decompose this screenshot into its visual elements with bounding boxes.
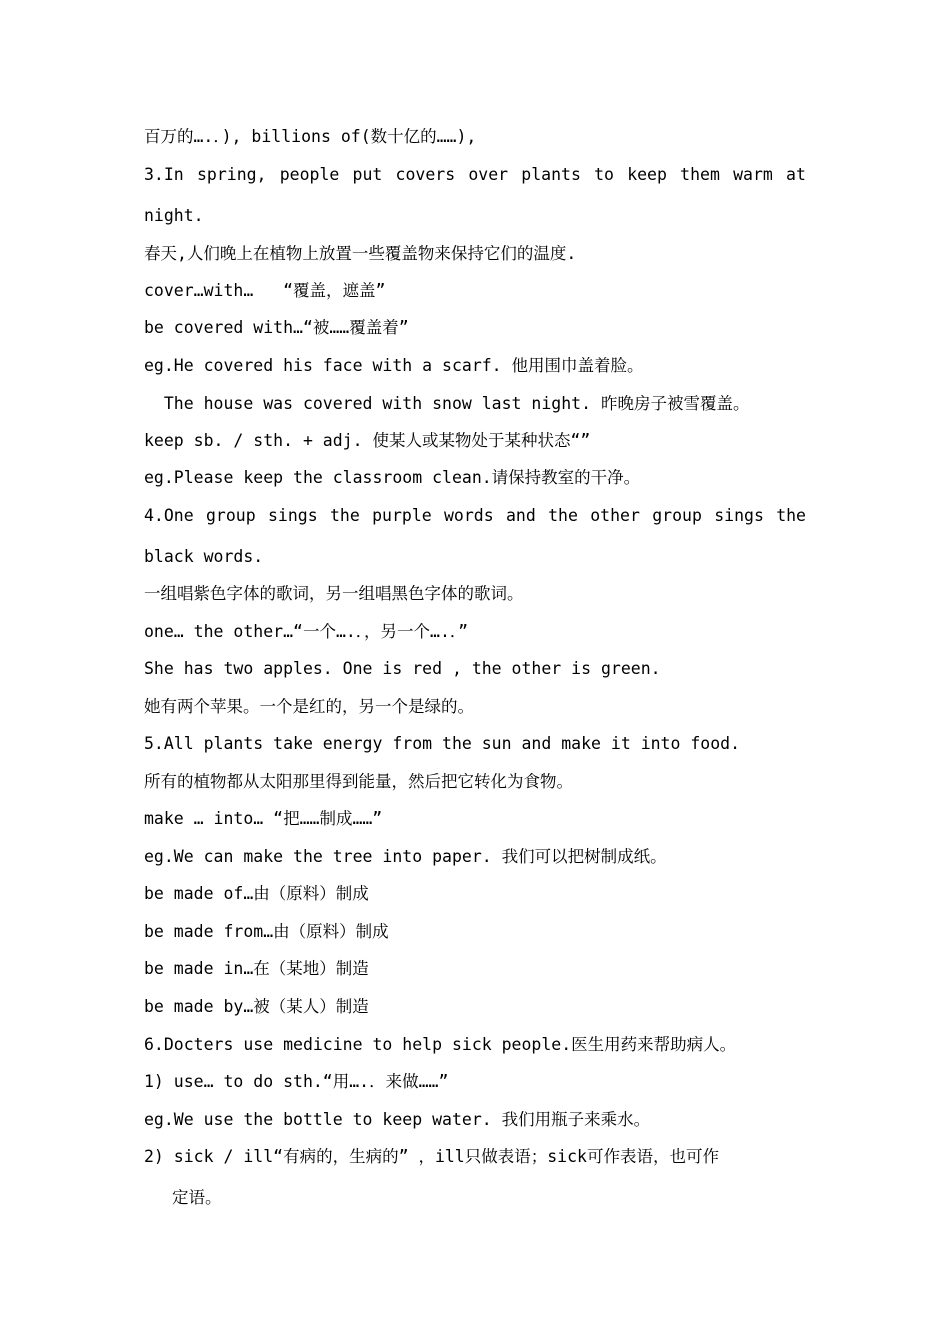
text-line: 她有两个苹果。一个是红的，另一个是绿的。 bbox=[144, 697, 474, 716]
word: other bbox=[590, 506, 640, 525]
word: people bbox=[279, 165, 340, 184]
word: them bbox=[680, 165, 720, 184]
text-line: 一组唱紫色字体的歌词，另一组唱黑色字体的歌词。 bbox=[144, 584, 524, 603]
word: over bbox=[468, 165, 509, 184]
text-line: be made of…由（原料）制成 bbox=[144, 884, 369, 903]
text-line: make … into… “把……制成……” bbox=[144, 809, 383, 828]
text-line: be made in…在（某地）制造 bbox=[144, 959, 369, 978]
word: the bbox=[329, 506, 360, 525]
word: 4.One bbox=[144, 506, 194, 525]
text-line: night. bbox=[144, 206, 204, 225]
word: the bbox=[776, 506, 806, 525]
word: and bbox=[505, 506, 536, 525]
word: spring, bbox=[196, 165, 267, 184]
word: sings bbox=[267, 506, 318, 525]
word: purple bbox=[372, 506, 432, 525]
text-line: be covered with…“被……覆盖着” bbox=[144, 318, 409, 337]
word: group bbox=[652, 506, 702, 525]
text-line: 所有的植物都从太阳那里得到能量，然后把它转化为食物。 bbox=[144, 772, 573, 791]
text-line: cover…with… “覆盖，遮盖” bbox=[144, 281, 386, 300]
text-line: 春天,人们晚上在植物上放置一些覆盖物来保持它们的温度. bbox=[144, 244, 577, 263]
text-line: 6.Docters use medicine to help sick people.医生用药来帮助病人。 bbox=[144, 1035, 737, 1054]
text-line: keep sb. / sth. + adj. 使某人或某物处于某种状态“” bbox=[144, 431, 591, 450]
text-line: eg.We use the bottle to keep water. 我们用瓶子来乘水。 bbox=[144, 1110, 651, 1129]
text-line: 1) use… to do sth.“用….．来做……” bbox=[144, 1072, 449, 1091]
text-line: 定语。 bbox=[172, 1188, 222, 1207]
text-line: She has two apples. One is red , the other is green. bbox=[144, 659, 661, 678]
word: the bbox=[548, 506, 578, 525]
text-line: 2) sick / ill“有病的，生病的” ，ill只做表语；sick可作表语，也可作 bbox=[144, 1147, 719, 1166]
word: words bbox=[444, 506, 494, 525]
text-line: be made from…由（原料）制成 bbox=[144, 922, 389, 941]
word: group bbox=[205, 506, 256, 525]
word: covers bbox=[395, 165, 456, 184]
word: put bbox=[352, 165, 383, 184]
word: plants bbox=[521, 165, 581, 184]
text-line: one… the other…“一个….．，另一个….．” bbox=[144, 622, 469, 641]
word: warm bbox=[733, 165, 773, 184]
text-line: eg.We can make the tree into paper. 我们可以把树制成纸。 bbox=[144, 847, 667, 866]
text-line: 5.All plants take energy from the sun and make it into food. bbox=[144, 734, 741, 753]
word: 3.In bbox=[144, 165, 184, 184]
text-line: be made by…被（某人）制造 bbox=[144, 997, 369, 1016]
word: sings bbox=[714, 506, 764, 525]
text-line: black words. bbox=[144, 547, 264, 566]
text-line: eg.He covered his face with a scarf. 他用围巾盖着脸。 bbox=[144, 356, 644, 375]
text-line: 百万的….．), billions of(数十亿的……), bbox=[144, 127, 477, 146]
text-line bbox=[144, 505, 806, 527]
text-line: eg.Please keep the classroom clean.请保持教室的干净。 bbox=[144, 468, 641, 487]
word: to bbox=[594, 165, 614, 184]
text-line: The house was covered with snow last night. 昨晚房子被雪覆盖。 bbox=[144, 394, 750, 413]
word: at bbox=[786, 165, 806, 184]
word: keep bbox=[627, 165, 667, 184]
text-line bbox=[144, 164, 806, 186]
